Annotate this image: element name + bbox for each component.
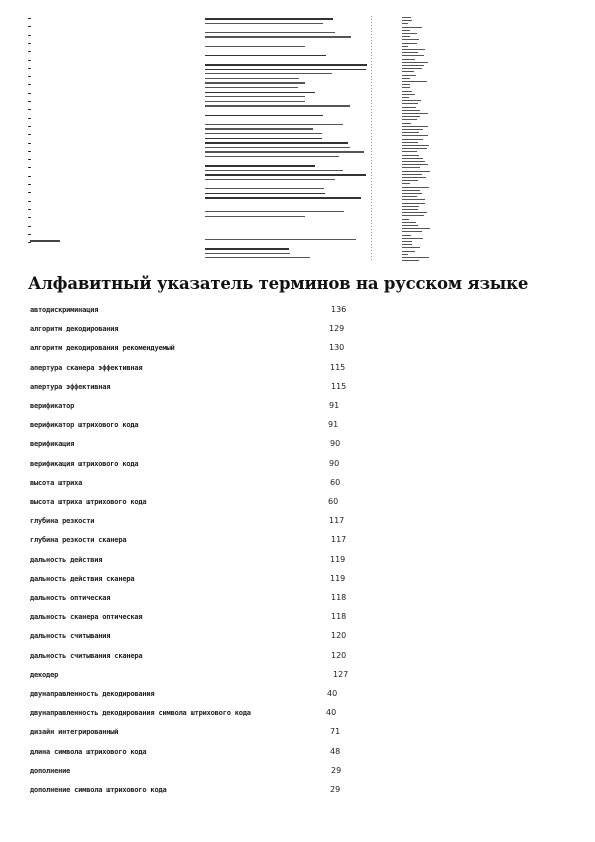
index-entry <box>0 726 595 742</box>
index-entry <box>0 400 595 416</box>
index-entry <box>0 534 595 550</box>
index-term: высота штриха <box>30 478 83 487</box>
index-entry <box>0 342 595 358</box>
index-entry <box>0 496 595 512</box>
index-entry <box>0 765 595 781</box>
index-page-number: 71 <box>330 727 341 737</box>
index-page-number: 117 <box>329 516 345 526</box>
previous-page-fragment <box>0 0 595 262</box>
index-page-number: 115 <box>330 362 346 372</box>
index-entry <box>0 458 595 474</box>
index-entry <box>0 362 595 378</box>
index-page-number: 118 <box>331 593 347 602</box>
index-page-number: 48 <box>330 746 341 756</box>
index-term: верификация <box>30 440 75 449</box>
index-term: верификация штрихового кода <box>30 459 139 468</box>
index-page-number: 129 <box>329 324 345 334</box>
index-page-number: 40 <box>326 708 337 718</box>
index-page-number: 91 <box>328 420 339 430</box>
index-term: дальность действия <box>30 555 103 564</box>
index-entry <box>0 746 595 762</box>
index-term: дальность действия сканера <box>30 574 135 583</box>
index-page-number: 136 <box>331 305 347 314</box>
index-entry <box>0 554 595 570</box>
index-term: дизайн интегрированный <box>30 728 119 737</box>
index-entry <box>0 477 595 493</box>
index-entry <box>0 784 595 800</box>
index-page-number: 118 <box>331 612 347 622</box>
index-term: апертура сканера эффективная <box>30 363 143 372</box>
index-term: дальность считывания <box>30 632 111 641</box>
index-page-number: 119 <box>330 554 346 564</box>
index-entry <box>0 650 595 666</box>
index-term: автодискриминация <box>30 306 99 314</box>
index-page-number: 90 <box>330 439 341 449</box>
index-term: дальность оптическая <box>30 594 111 602</box>
index-entry <box>0 304 595 320</box>
index-entry <box>0 438 595 454</box>
index-entry <box>0 592 595 608</box>
index-page-number: 120 <box>331 631 347 641</box>
column-divider <box>371 16 372 260</box>
index-term: дальность считывания сканера <box>30 651 143 660</box>
index-term: алгоритм декодирования <box>30 325 119 334</box>
index-entry <box>0 515 595 531</box>
index-term: декодер <box>30 670 59 679</box>
index-page-number: 90 <box>329 458 340 468</box>
footnote-rule <box>30 240 60 242</box>
index-term: дальность сканера оптическая <box>30 613 143 622</box>
index-term: верификатор штрихового кода <box>30 421 139 430</box>
index-entry <box>0 611 595 627</box>
index-page-number: 130 <box>329 343 345 353</box>
index-term: двунаправленность декодирования символа штрихового кода <box>30 709 251 718</box>
index-term: верификатор <box>30 402 75 410</box>
index-term: глубина резкости <box>30 517 95 526</box>
index-heading: Алфавитный указатель терминов на русском языке <box>28 274 529 293</box>
index-term: дополнение символа штрихового кода <box>30 786 167 794</box>
index-page-number: 119 <box>330 573 346 583</box>
index-entry <box>0 630 595 646</box>
index-page-number: 60 <box>328 497 339 506</box>
index-page-number: 29 <box>330 785 341 794</box>
index-entry <box>0 323 595 339</box>
index-page-number: 91 <box>329 401 340 410</box>
index-entry <box>0 419 595 435</box>
index-page-number: 40 <box>327 689 338 698</box>
index-page-number: 60 <box>330 477 341 487</box>
index-entry <box>0 707 595 723</box>
index-term: дополнение <box>30 766 71 775</box>
index-term: высота штриха штрихового кода <box>30 498 147 506</box>
index-page-number: 117 <box>331 535 347 545</box>
index-page-number: 127 <box>333 669 349 679</box>
index-term: длина символа штрихового кода <box>30 747 147 756</box>
index-term: апертура эффективная <box>30 382 111 391</box>
index-entry <box>0 573 595 589</box>
index-page-number: 120 <box>331 650 347 660</box>
index-entry <box>0 669 595 685</box>
index-page-number: 115 <box>331 381 347 391</box>
index-term: двунаправленность декодирования <box>30 690 155 698</box>
index-term: глубина резкости сканера <box>30 536 127 545</box>
index-entry <box>0 381 595 397</box>
index-entry <box>0 688 595 704</box>
index-page-number: 29 <box>331 765 342 775</box>
index-term: алгоритм декодирования рекомендуемый <box>30 344 175 353</box>
